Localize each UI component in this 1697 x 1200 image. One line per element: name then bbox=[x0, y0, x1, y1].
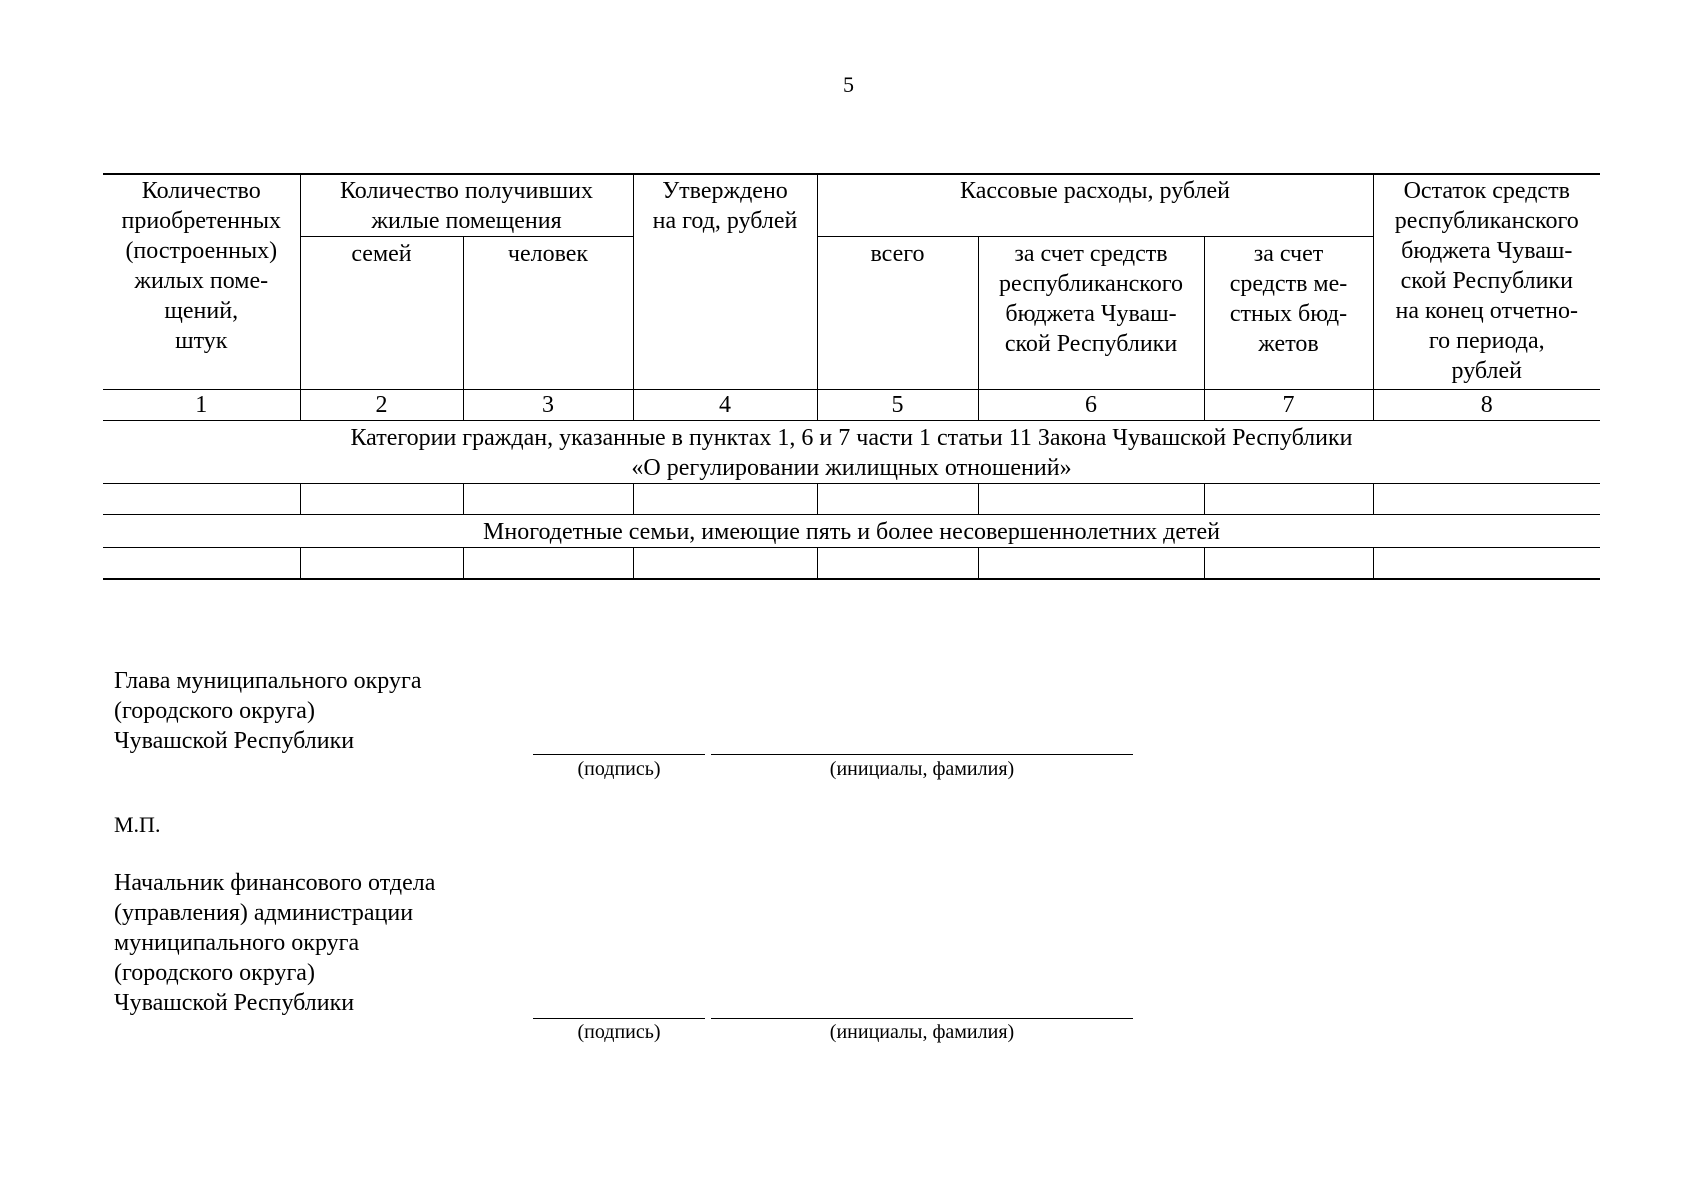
signature-line bbox=[533, 754, 705, 755]
column-number: 6 bbox=[978, 390, 1204, 421]
header-col3: человек bbox=[463, 237, 633, 390]
table-cell bbox=[1373, 484, 1600, 515]
signature-caption: (подпись) bbox=[577, 758, 661, 780]
header-col8: Остаток средств республиканского бюджета Чуваш- ской Республики на конец отчетно- го периода, рублей bbox=[1373, 174, 1600, 390]
finance-head-position-title: Начальник финансового отдела (управления) администрации муниципального округа (городского округа) Чувашской Республики bbox=[114, 870, 436, 1016]
table-cell bbox=[300, 484, 463, 515]
table-row bbox=[103, 484, 1600, 515]
table-cell bbox=[817, 484, 978, 515]
table-cell bbox=[1204, 548, 1373, 580]
name-line bbox=[711, 754, 1133, 755]
table-cell bbox=[633, 548, 817, 580]
table-cell bbox=[463, 548, 633, 580]
section-title-large-families: Многодетные семьи, имеющие пять и более несовершеннолетних детей bbox=[103, 515, 1600, 548]
name-caption: (инициалы, фамилия) bbox=[829, 1021, 1015, 1043]
signature-caption: (подпись) bbox=[577, 1021, 661, 1043]
table-cell bbox=[1373, 548, 1600, 580]
head-position-title: Глава муниципального округа (городского округа) Чувашской Республики bbox=[114, 668, 422, 754]
column-number: 7 bbox=[1204, 390, 1373, 421]
header-col7: за счет средств ме- стных бюд- жетов bbox=[1204, 237, 1373, 390]
header-col4: Утверждено на год, рублей bbox=[633, 174, 817, 390]
signature-line bbox=[533, 1018, 705, 1019]
table-cell bbox=[1204, 484, 1373, 515]
report-table bbox=[103, 173, 1600, 580]
section-title-categories: Категории граждан, указанные в пунктах 1, 6 и 7 части 1 статьи 11 Закона Чувашской Республики «О регулировании жилищных отношений» bbox=[103, 421, 1600, 484]
stamp-place: М.П. bbox=[114, 812, 161, 837]
column-number: 4 bbox=[633, 390, 817, 421]
table-cell bbox=[633, 484, 817, 515]
table-cell bbox=[817, 548, 978, 580]
table-cell bbox=[300, 548, 463, 580]
table-cell bbox=[978, 548, 1204, 580]
header-col2: семей bbox=[300, 237, 463, 390]
header-recipients-group: Количество получивших жилые помещения bbox=[300, 174, 633, 237]
header-col5: всего bbox=[817, 237, 978, 390]
column-number: 5 bbox=[817, 390, 978, 421]
header-col6: за счет средств республиканского бюджета Чуваш- ской Республики bbox=[978, 237, 1204, 390]
table-cell bbox=[463, 484, 633, 515]
header-col1: Количество приобретенных (построенных) жилых поме- щений, штук bbox=[103, 174, 300, 390]
column-number: 1 bbox=[103, 390, 300, 421]
table-cell bbox=[103, 484, 300, 515]
table-cell bbox=[103, 548, 300, 580]
page-number: 5 bbox=[843, 72, 854, 97]
table-row bbox=[103, 548, 1600, 580]
column-numbers-row bbox=[103, 390, 1600, 421]
column-number: 2 bbox=[300, 390, 463, 421]
name-line bbox=[711, 1018, 1133, 1019]
name-caption: (инициалы, фамилия) bbox=[829, 758, 1015, 780]
table-cell bbox=[978, 484, 1204, 515]
column-number: 8 bbox=[1373, 390, 1600, 421]
column-number: 3 bbox=[463, 390, 633, 421]
header-expenses-group: Кассовые расходы, рублей bbox=[817, 174, 1373, 237]
